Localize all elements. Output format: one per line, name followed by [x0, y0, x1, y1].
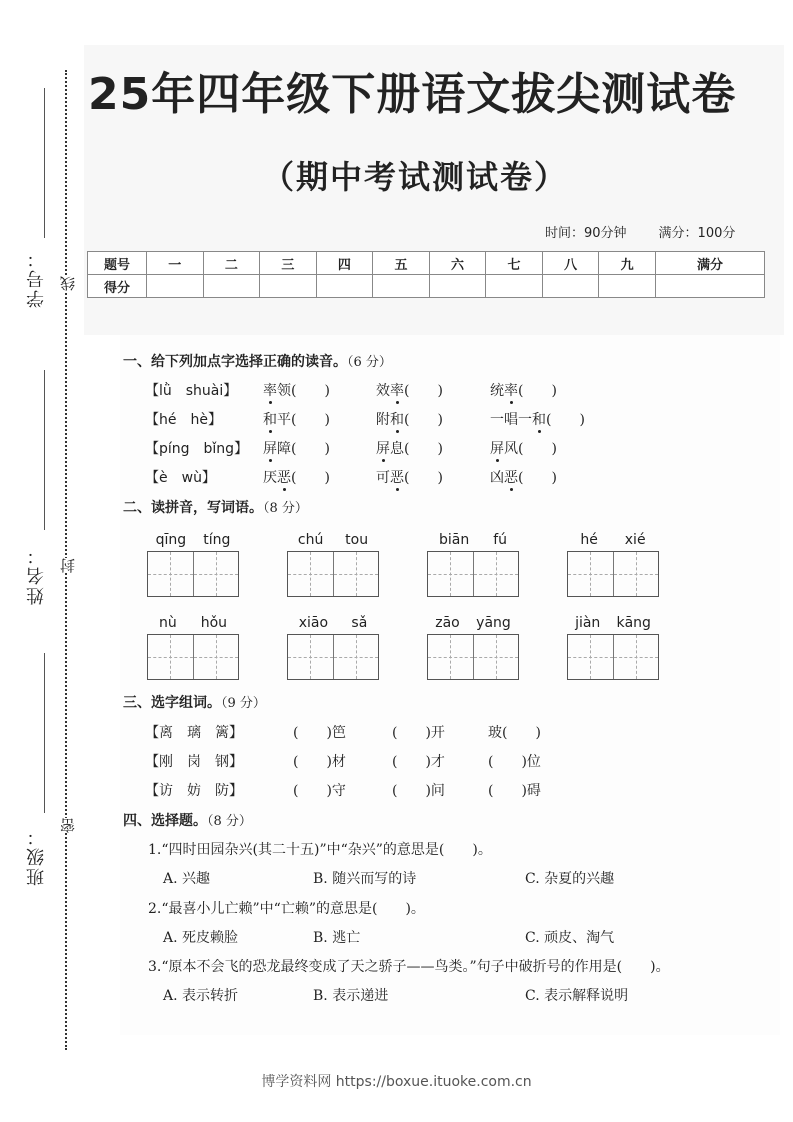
score-table — [87, 251, 765, 298]
writing-grid — [567, 614, 659, 680]
writing-cell[interactable] — [193, 635, 239, 679]
pinyin: fú — [493, 532, 507, 548]
score-col: 七 — [486, 252, 543, 275]
class-label: 班级： — [26, 826, 47, 886]
writing-grid — [427, 531, 519, 597]
pinyin: jiàn — [575, 615, 601, 631]
section-3-title: 三、选字组词。 — [123, 695, 221, 711]
pinyin: biān — [438, 532, 470, 548]
section-1-heading — [123, 351, 392, 371]
score-col: 六 — [429, 252, 486, 275]
fill-item[interactable]: ( )开 — [392, 725, 445, 741]
writing-grid — [287, 531, 379, 597]
score-cell[interactable] — [429, 275, 486, 298]
fill-item[interactable]: ( )碍 — [488, 783, 541, 799]
char-set: 【刚 岗 钢】 — [145, 754, 243, 770]
reading-item: 和平( ) — [263, 412, 330, 428]
score-cell[interactable] — [203, 275, 260, 298]
reading-item: 率领( ) — [263, 383, 330, 399]
pinyin-bracket: 【lǜ shuài】 — [145, 383, 238, 399]
option-c[interactable]: C. 杂夏的兴趣 — [525, 871, 615, 887]
reading-item: 效率( ) — [376, 383, 443, 399]
section-2-points: （8 分） — [263, 501, 308, 516]
writing-grid — [287, 614, 379, 680]
score-table-score-row — [88, 275, 765, 298]
score-cell[interactable] — [655, 275, 764, 298]
reading-item: 凶恶( ) — [490, 470, 557, 486]
score-cell[interactable] — [373, 275, 430, 298]
score-cell[interactable] — [542, 275, 599, 298]
pinyin: xié — [624, 532, 646, 548]
score-col: 满分 — [655, 252, 764, 275]
score-table-row-label: 得分 — [88, 275, 147, 298]
option-c[interactable]: C. 顽皮、淘气 — [525, 930, 615, 946]
reading-item: 厌恶( ) — [263, 470, 330, 486]
char-set: 【离 璃 篱】 — [145, 725, 243, 741]
section-2-heading — [123, 497, 308, 517]
seal-word-line: 线 — [59, 276, 77, 291]
option-a[interactable]: A. 兴趣 — [163, 871, 211, 887]
score-cell[interactable] — [486, 275, 543, 298]
score-cell[interactable] — [316, 275, 373, 298]
writing-cell[interactable] — [428, 552, 473, 596]
fill-item[interactable]: ( )笆 — [293, 725, 346, 741]
section-3-heading — [123, 692, 266, 712]
score-col: 八 — [542, 252, 599, 275]
reading-item: 屏障( ) — [263, 441, 330, 457]
pinyin: kāng — [616, 615, 651, 631]
option-a[interactable]: A. 表示转折 — [163, 988, 239, 1004]
score-col: 四 — [316, 252, 373, 275]
fill-item[interactable]: 玻( ) — [488, 725, 541, 741]
fill-item[interactable]: ( )问 — [392, 783, 445, 799]
pinyin: chú — [297, 532, 324, 548]
writing-cell[interactable] — [473, 635, 519, 679]
option-a[interactable]: A. 死皮赖脸 — [163, 930, 239, 946]
exam-time: 时间：90分钟 — [545, 226, 627, 241]
pinyin-bracket: 【è wù】 — [145, 470, 216, 486]
fill-item[interactable]: ( )才 — [392, 754, 445, 770]
writing-cell[interactable] — [473, 552, 519, 596]
section-1-title: 一、给下列加点字选择正确的读音。 — [123, 354, 347, 370]
pinyin: xiāo — [298, 615, 329, 631]
writing-cell[interactable] — [288, 552, 333, 596]
reading-item: 可恶( ) — [376, 470, 443, 486]
writing-cell[interactable] — [568, 552, 613, 596]
option-b[interactable]: B. 随兴而写的诗 — [313, 871, 417, 887]
score-col: 五 — [373, 252, 430, 275]
pinyin: nù — [158, 615, 177, 631]
reading-item: 屏风( ) — [490, 441, 557, 457]
exam-meta — [545, 222, 735, 241]
seal-word-secret: 密 — [59, 818, 77, 833]
option-b[interactable]: B. 表示递进 — [313, 988, 389, 1004]
pinyin-bracket: 【hé hè】 — [145, 412, 222, 428]
pinyin: yāng — [476, 615, 511, 631]
name-label: 姓名： — [26, 545, 47, 605]
section-3-points: （9 分） — [221, 696, 266, 711]
writing-cell[interactable] — [148, 552, 193, 596]
score-cell[interactable] — [260, 275, 317, 298]
pinyin: qīng — [155, 532, 187, 548]
pinyin: hé — [580, 532, 598, 548]
footer-watermark: 博学资料网 https://boxue.ituoke.com.cn — [261, 1074, 532, 1090]
writing-cell[interactable] — [333, 552, 379, 596]
question-stem: 3.“原本不会飞的恐龙最终变成了天之骄子——鸟类。”句子中破折号的作用是( )。 — [148, 959, 670, 975]
pinyin-bracket: 【píng bǐng】 — [145, 441, 249, 457]
reading-item: 一唱一和( ) — [490, 412, 585, 428]
writing-cell[interactable] — [428, 635, 473, 679]
reading-item: 统率( ) — [490, 383, 557, 399]
writing-grid — [567, 531, 659, 597]
question-stem: 2.“最喜小儿亡赖”中“亡赖”的意思是( )。 — [148, 901, 425, 917]
writing-grid — [147, 531, 239, 597]
pinyin: zāo — [435, 615, 460, 631]
writing-cell[interactable] — [148, 635, 193, 679]
score-col: 三 — [260, 252, 317, 275]
writing-grid — [427, 614, 519, 680]
score-table-row-label: 题号 — [88, 252, 147, 275]
score-col: 九 — [599, 252, 656, 275]
char-set: 【访 妨 防】 — [145, 783, 243, 799]
score-col: 一 — [147, 252, 204, 275]
pinyin: tíng — [203, 532, 231, 548]
writing-cell[interactable] — [288, 635, 333, 679]
writing-cell[interactable] — [613, 635, 659, 679]
writing-grid — [147, 614, 239, 680]
student-id-label: 学号： — [26, 248, 47, 308]
question-stem: 1.“四时田园杂兴(其二十五)”中“杂兴”的意思是( )。 — [148, 842, 492, 858]
class-underline — [44, 653, 45, 813]
option-b[interactable]: B. 逃亡 — [313, 930, 361, 946]
name-underline — [44, 370, 45, 530]
fill-item[interactable]: ( )位 — [488, 754, 541, 770]
page-title: 25年四年级下册语文拔尖测试卷 — [88, 69, 737, 120]
reading-item: 附和( ) — [376, 412, 443, 428]
section-2-title: 二、读拼音，写词语。 — [123, 500, 263, 516]
score-cell[interactable] — [147, 275, 204, 298]
pinyin: tou — [345, 532, 369, 548]
option-c[interactable]: C. 表示解释说明 — [525, 988, 629, 1004]
section-4-points: （8 分） — [207, 814, 252, 829]
fill-item[interactable]: ( )守 — [293, 783, 346, 799]
page-subtitle: （期中考试测试卷） — [262, 158, 569, 196]
score-table-header-row — [88, 252, 765, 275]
score-cell[interactable] — [599, 275, 656, 298]
section-4-title: 四、选择题。 — [123, 813, 207, 829]
reading-item: 屏息( ) — [376, 441, 443, 457]
section-4-heading — [123, 810, 252, 830]
score-col: 二 — [203, 252, 260, 275]
exam-full-score: 满分：100分 — [658, 226, 736, 241]
seal-word-seal: 封 — [59, 558, 77, 573]
writing-cell[interactable] — [613, 552, 659, 596]
writing-cell[interactable] — [568, 635, 613, 679]
writing-cell[interactable] — [193, 552, 239, 596]
student-id-underline — [44, 88, 45, 238]
pinyin: hǒu — [200, 615, 228, 631]
fill-item[interactable]: ( )材 — [293, 754, 346, 770]
writing-cell[interactable] — [333, 635, 379, 679]
section-1-points: （6 分） — [347, 355, 392, 370]
pinyin: sǎ — [351, 615, 368, 631]
